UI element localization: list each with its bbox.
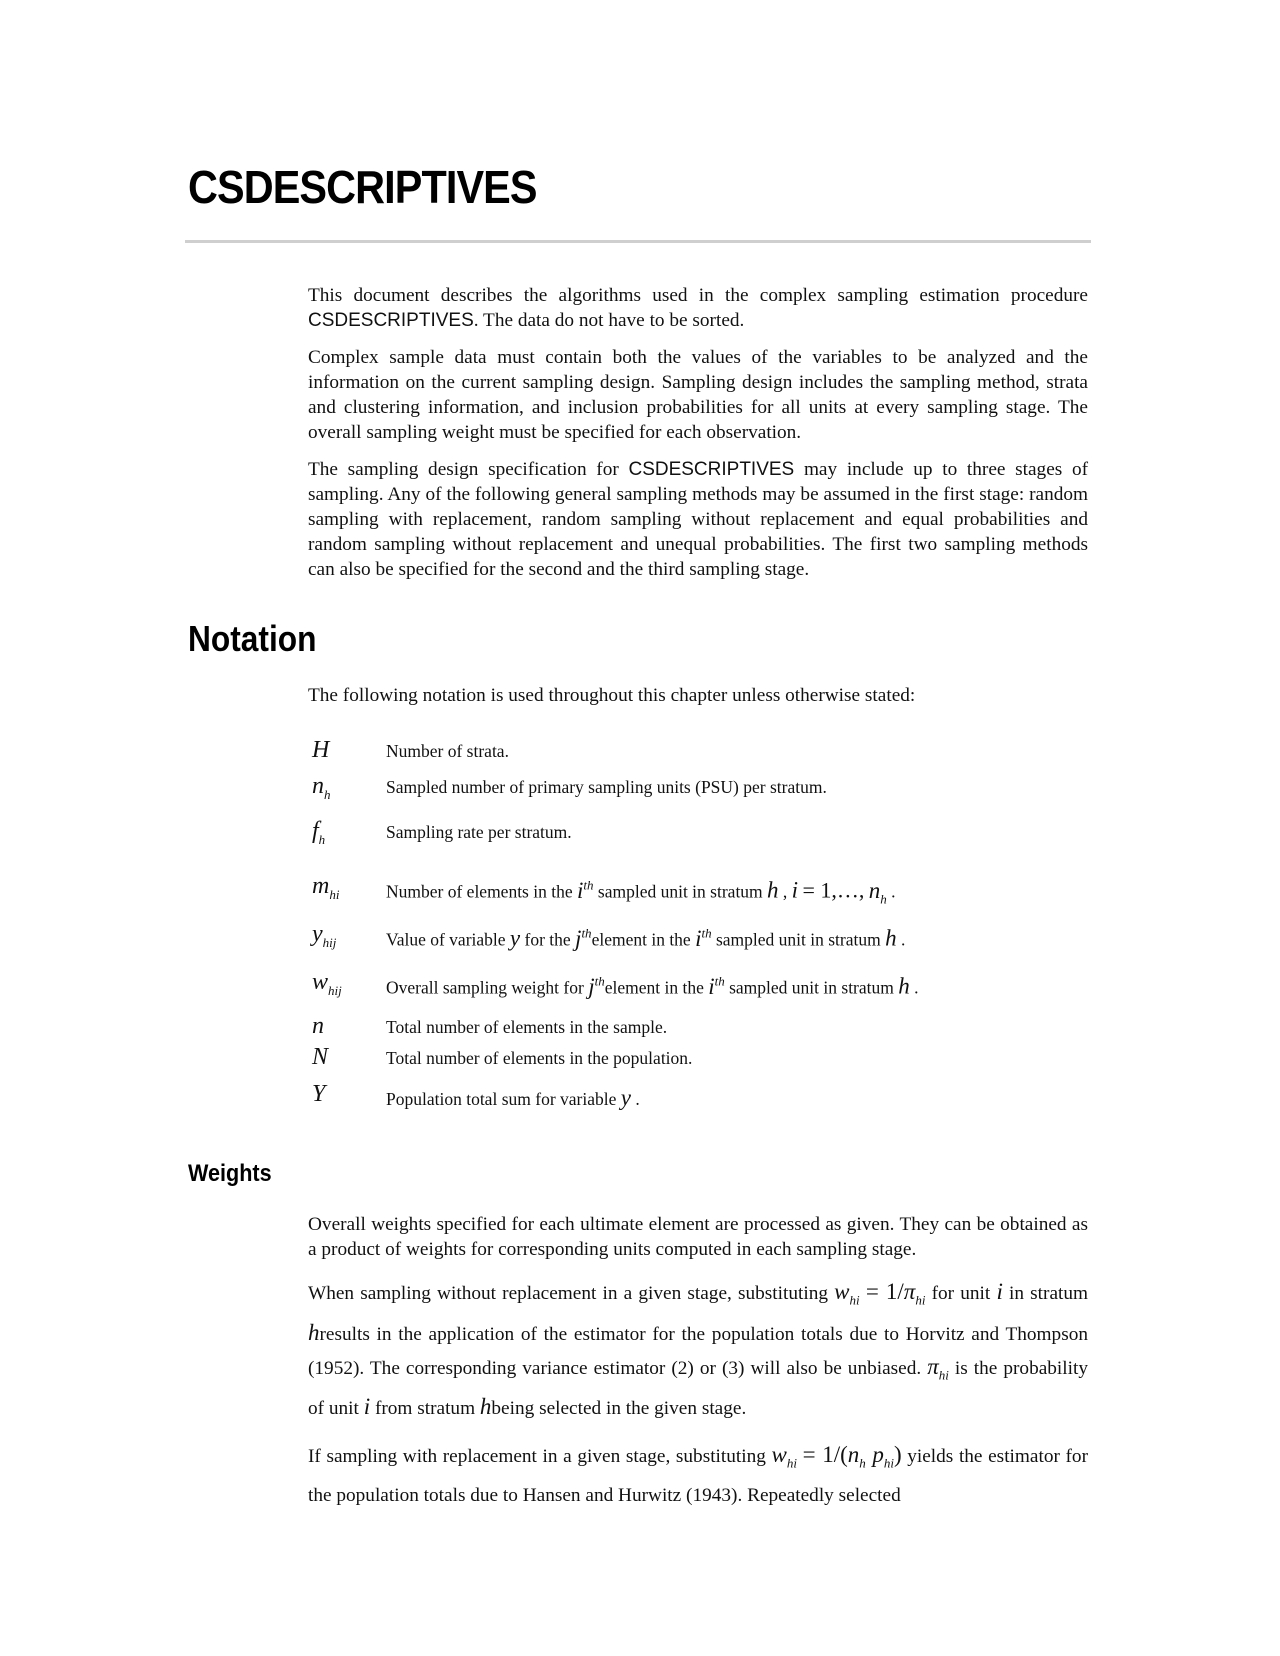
intro-section: [308, 283, 1088, 582]
symbol-yhij: $y_{hij}$: [312, 921, 337, 950]
page-title: CSDESCRIPTIVES: [188, 161, 537, 213]
symbol-n: n: [312, 1013, 324, 1039]
intro-paragraph-3: The sampling design specification for CSDESCRIPTIVES may include up to three stages of sampling. Any of the following general sampling methods may be assumed in the first stage: random sampling with replacement, random sampling without replacement and equal probabilities and random sampling without replacement and unequal probabilities. The first two sampling methods can also be specified for the second and the third sampling stage.: [308, 459, 1089, 580]
notation-row-mhi: [308, 873, 1088, 909]
symbol-mhi: $m_{hi}$: [312, 873, 340, 902]
description-H: Number of strata.: [386, 741, 509, 761]
description-yhij: Value of variable y for the $j^{th}element$ in the $i^{th}$ sampled unit in stratum h .: [386, 925, 906, 951]
symbol-nh: $n_h$: [312, 773, 331, 802]
description-whij: Overall sampling weight for $j^{th}element$ in the $i^{th}$ sampled unit in stratum h .: [386, 973, 919, 999]
notation-row-fh: [308, 818, 1088, 854]
notation-row-yhij: [308, 921, 1088, 957]
description-n: Total number of elements in the sample.: [386, 1017, 668, 1037]
notation-row-Y: [308, 1081, 1088, 1117]
notation-row-N: [308, 1044, 1088, 1080]
weights-section: [308, 1212, 1088, 1512]
description-mhi: Number of elements in the $i^{th}$ sampled unit in stratum h , i = 1,…, $n_h$ .: [386, 877, 896, 907]
symbol-Y: Y: [312, 1081, 326, 1107]
notation-row-nh: [308, 773, 1088, 809]
weights-heading: Weights: [188, 1160, 272, 1187]
description-Y: Population total sum for variable y .: [386, 1085, 640, 1110]
symbol-fh: $f_h$: [312, 818, 326, 847]
notation-row-H: [308, 737, 1088, 773]
title-divider: [185, 240, 1091, 243]
description-fh: Sampling rate per stratum.: [386, 822, 572, 842]
notation-heading: Notation: [188, 618, 317, 659]
notation-lead: The following notation is used throughout this chapter unless otherwise stated:: [308, 685, 916, 706]
symbol-H: H: [312, 737, 330, 763]
description-nh: Sampled number of primary sampling units (PSU) per stratum.: [386, 777, 827, 797]
symbol-whij: $w_{hij}$: [312, 969, 342, 998]
intro-paragraph-2: Complex sample data must contain both the values of the variables to be analyzed and the information on the current sampling design. Sampling design includes the sampling method, strata and clustering information, and inclusion probabilities for all units at every sampling stage. The overall sampling weight must be specified for each observation.: [308, 347, 1088, 443]
symbol-N: N: [312, 1044, 329, 1070]
weights-paragraph-1: Overall weights specified for each ultimate element are processed as given. They can be obtained as a product of weights for corresponding units computed in each sampling stage.: [308, 1214, 1088, 1260]
weights-paragraph-3: If sampling with replacement in a given stage, substituting $w_{hi} = 1/(n_h$ $p_{hi}$) yields the estimator for the population totals due to Hansen and Hurwitz (1943). Repeatedly selected: [308, 1442, 1088, 1506]
description-N: Total number of elements in the population.: [386, 1048, 693, 1068]
notation-row-whij: [308, 969, 1088, 1005]
intro-paragraph-1: This document describes the algorithms used in the complex sampling estimation procedure CSDESCRIPTIVES. The data do not have to be sorted.: [308, 285, 1088, 331]
weights-paragraph-2: When sampling without replacement in a given stage, substituting $w_{hi} = 1/\pi_{hi}$ for unit i in stratum hresults in the application of the estimator for the population totals due to Horvitz and Thompson (1952). The corresponding variance estimator (2) or (3) will also be unbiased. $\pi_{hi}$ is the probability of unit i from stratum hbeing selected in the given stage.: [308, 1279, 1088, 1420]
